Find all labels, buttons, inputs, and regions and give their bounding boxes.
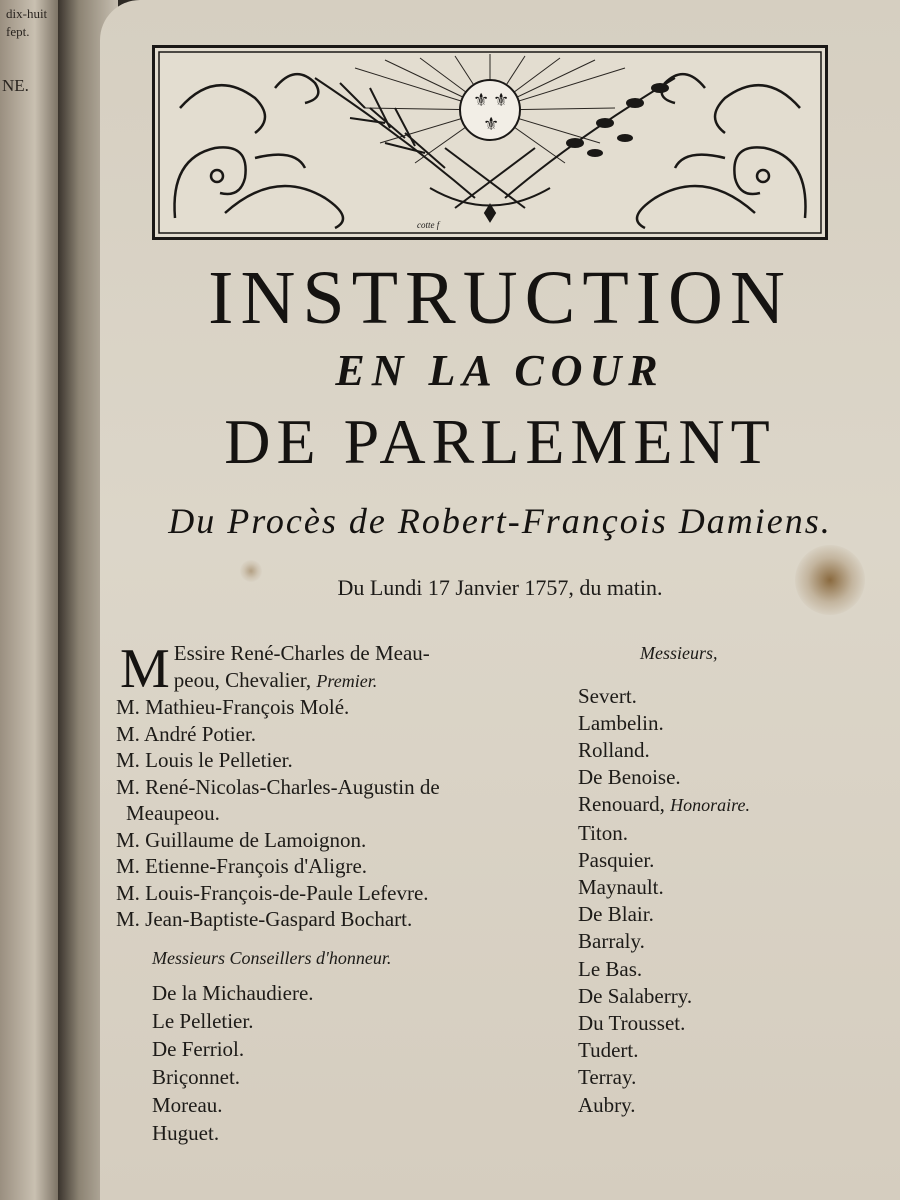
list-item-title: Honoraire. xyxy=(670,795,750,816)
subtitle-line-3: Du Procès de Robert-François Damiens. xyxy=(168,501,832,541)
headpiece-engraving xyxy=(155,48,825,237)
list-item: M. Etienne-François d'Aligre. xyxy=(116,854,368,878)
list-item: M. Mathieu-François Molé. xyxy=(116,695,350,719)
list-item: M. Louis-François-de-Paule Lefevre. xyxy=(116,880,429,905)
list-item: De Benoise. xyxy=(578,765,681,790)
list-item-text: peou, Chevalier, xyxy=(173,667,312,692)
drop-cap: M xyxy=(120,638,170,700)
list-item: Essire René-Charles de Meau- xyxy=(173,641,430,665)
acanthus-scroll-right xyxy=(637,74,806,228)
list-item: Barraly. xyxy=(578,929,645,954)
page-title: INSTRUCTION xyxy=(208,256,792,340)
list-item: Meaupeou. xyxy=(126,801,220,825)
ornamental-headpiece xyxy=(152,45,828,240)
list-item: Lambelin. xyxy=(578,710,664,735)
list-item: Titon. xyxy=(578,820,629,845)
list-item: Aubry. xyxy=(578,1092,636,1117)
list-item-title: Premier. xyxy=(316,670,378,691)
svg-text:⚜: ⚜ xyxy=(473,90,490,111)
left-page-fragment: NE. xyxy=(2,76,29,95)
svg-text:⚜: ⚜ xyxy=(493,90,510,111)
opening-entry xyxy=(116,638,496,700)
list-item-text: Renouard, xyxy=(578,792,665,817)
list-item: Le Bas. xyxy=(578,956,643,981)
date-line: Du Lundi 17 Janvier 1757, du matin. xyxy=(337,575,663,600)
list-item: Rolland. xyxy=(578,737,650,762)
list-item: Maynault. xyxy=(578,874,664,899)
list-item: Le Pelletier. xyxy=(152,1009,254,1033)
left-page-fragment: dix-huit xyxy=(6,6,48,21)
list-item: Terray. xyxy=(578,1065,637,1090)
list-item xyxy=(578,791,878,819)
svg-text:⚜: ⚜ xyxy=(483,114,500,135)
list-item: De Ferriol. xyxy=(152,1037,245,1061)
justice-emblem xyxy=(430,148,550,221)
list-item: M. Guillaume de Lamoignon. xyxy=(116,827,367,852)
list-item: Moreau. xyxy=(152,1093,223,1117)
list-item: De Salaberry. xyxy=(578,983,693,1008)
list-item: Severt. xyxy=(578,683,637,708)
list-item: Briçonnet. xyxy=(152,1065,241,1089)
list-item: M. Louis le Pelletier. xyxy=(116,748,293,772)
left-page-fragment: fept. xyxy=(6,24,30,39)
acanthus-scroll-left xyxy=(175,74,344,228)
list-item: M. René-Nicolas-Charles-Augustin de xyxy=(116,774,440,799)
subtitle-line-1: EN LA COUR xyxy=(335,346,665,395)
column-heading: Messieurs, xyxy=(640,643,718,663)
list-item: Du Trousset. xyxy=(578,1010,686,1035)
list-item: M. Jean-Baptiste-Gaspard Bochart. xyxy=(116,907,413,931)
left-column xyxy=(116,640,496,1147)
list-item: De Blair. xyxy=(578,902,654,927)
list-item xyxy=(128,667,496,695)
engraver-signature: cotte f xyxy=(417,220,440,230)
section-heading: Messieurs Conseillers d'honneur. xyxy=(152,947,392,968)
right-column xyxy=(578,640,878,1119)
list-item: Huguet. xyxy=(152,1121,220,1145)
subtitle-line-2: DE PARLEMENT xyxy=(224,406,776,477)
conseillers-list xyxy=(116,979,496,1147)
list-item: Pasquier. xyxy=(578,847,655,872)
list-item: M. André Potier. xyxy=(116,721,256,746)
left-page-edge xyxy=(0,0,58,1200)
list-item: Tudert. xyxy=(578,1038,639,1063)
olive-branch xyxy=(505,78,675,198)
list-item: De la Michaudiere. xyxy=(152,981,314,1005)
